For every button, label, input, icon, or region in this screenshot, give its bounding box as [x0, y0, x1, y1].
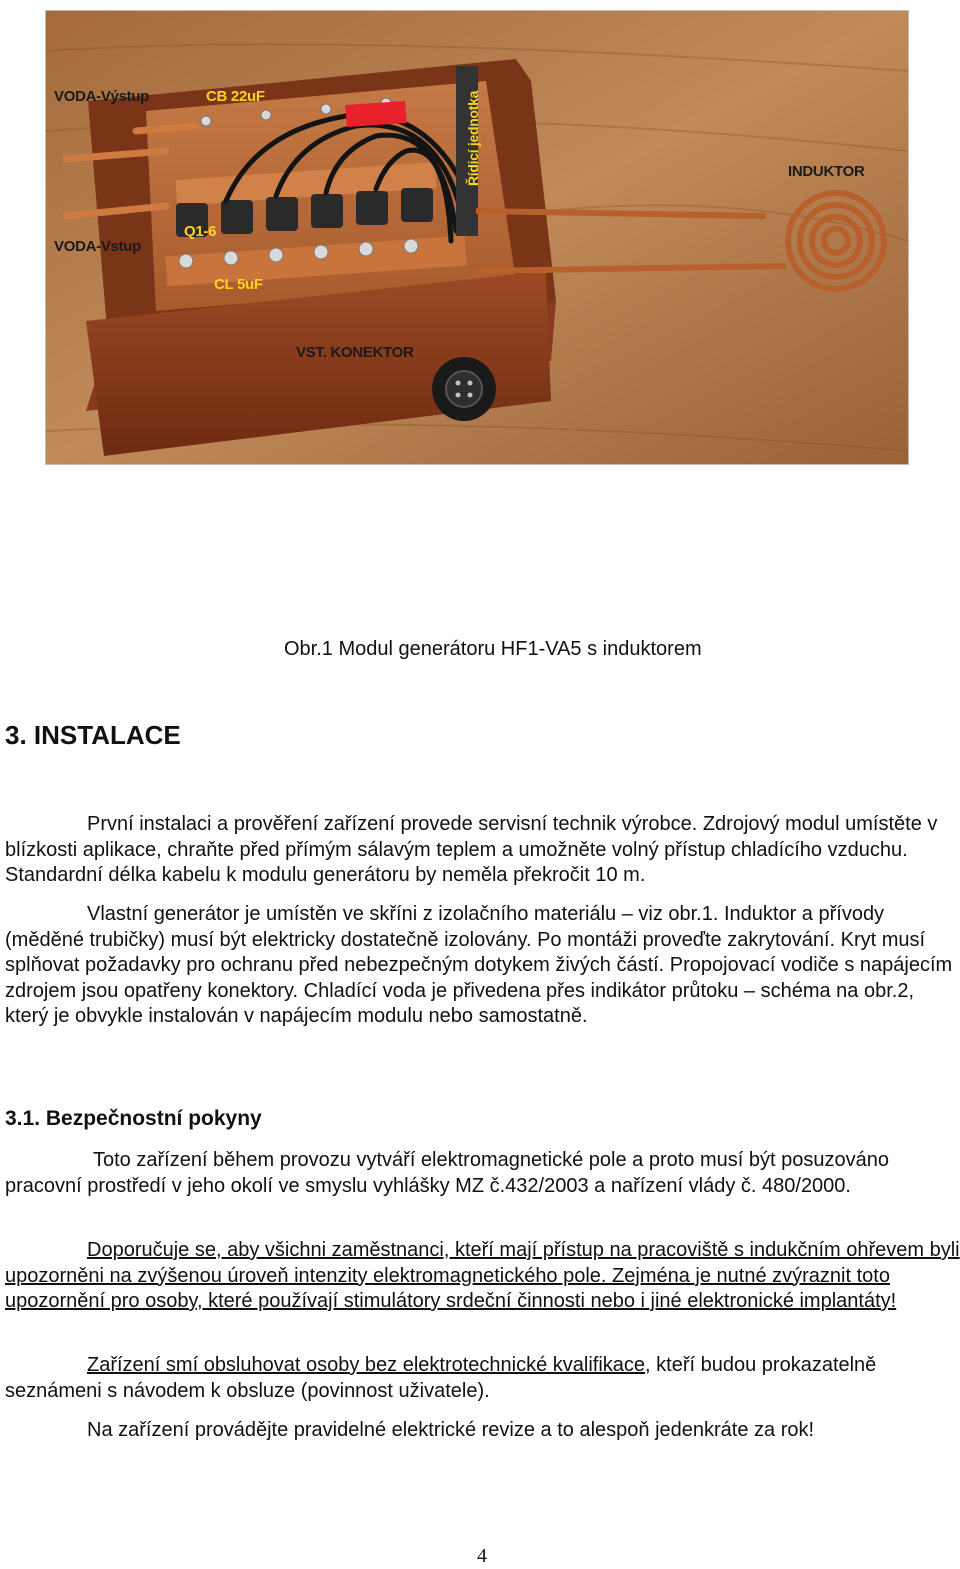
- label-ridici-jednotka: Řídicí jednotka: [465, 90, 481, 186]
- paragraph-bezpecnost-4: Na zařízení provádějte pravidelné elektrické revize a to alespoň jedenkráte za rok!: [87, 1419, 815, 1441]
- input-connector-face: [446, 371, 482, 407]
- label-induktor: INDUKTOR: [788, 163, 865, 180]
- section-heading-bezpecnost: 3.1. Bezpečnostní pokyny: [5, 1107, 262, 1130]
- paragraph-bezpecnost-2: Doporučuje se, aby všichni zaměstnanci, kteří mají přístup na pracoviště s indukčním ohřevem byli upozorněni na zvýšenou úroveň intenzity elektromagnetického pole. Zejména je nutné zvýraznit toto upozornění pro osoby, které používají stimulátory srdeční činnosti nebo i jiné elektronické implantáty!: [5, 1239, 960, 1312]
- label-q: Q1-6: [184, 223, 217, 240]
- paragraph-bezpecnost-1: Toto zařízení během provozu vytváří elektromagnetické pole a proto musí být posuzováno pracovní prostředí v jeho okolí ve smyslu vyhlášky MZ č.432/2003 a nařízení vlády č. 480/2000.: [5, 1149, 889, 1197]
- paragraph-instalace-1: První instalaci a prověření zařízení provede servisní technik výrobce. Zdrojový modul umístěte v blízkosti aplikace, chraňte před přímým sálavým teplem a umožněte volný přístup chladícího vzduchu. Standardní délka kabelu k modulu generátoru by neměla překročit 10 m.: [5, 813, 938, 886]
- paragraph-bezpecnost-3: [5, 1353, 960, 1404]
- label-voda-vstup: VODA-Vstup: [54, 238, 142, 255]
- figure-caption: Obr.1 Modul generátoru HF1-VA5 s induktorem: [284, 638, 702, 660]
- page-number: 4: [477, 1545, 487, 1567]
- label-cl: CL 5uF: [214, 276, 263, 293]
- generator-photo-drawing: [46, 11, 908, 464]
- label-konektor: VST. KONEKTOR: [296, 344, 414, 361]
- label-cb: CB 22uF: [206, 88, 265, 105]
- red-component: [345, 101, 406, 127]
- paragraph-instalace-2: Vlastní generátor je umístěn ve skříni z izolačního materiálu – viz obr.1. Induktor a přívody (měděné trubičky) musí být elektricky dostatečně izolovány. Po montáži proveďte zakrytování. Kryt musí splňovat požadavky pro ochranu před nebezpečným dotykem živých částí. Propojovací vodiče s napájecím zdrojem jsou opatřeny konektory. Chladící voda je přivedena přes indikátor průtoku – schéma na obr.2, který je obvykle instalován v napájecím modulu nebo samostatně.: [5, 903, 953, 1027]
- section-heading-instalace: 3. INSTALACE: [5, 720, 181, 750]
- generator-photo: [45, 10, 909, 465]
- qualification-note: Zařízení smí obsluhovat osoby bez elektrotechnické kvalifikace: [87, 1354, 646, 1376]
- label-voda-vystup: VODA-Výstup: [54, 88, 150, 105]
- qualification-rest: , kteří budou prokazatelně seznámeni s návodem k obsluze (povinnost uživatele).: [5, 1354, 877, 1402]
